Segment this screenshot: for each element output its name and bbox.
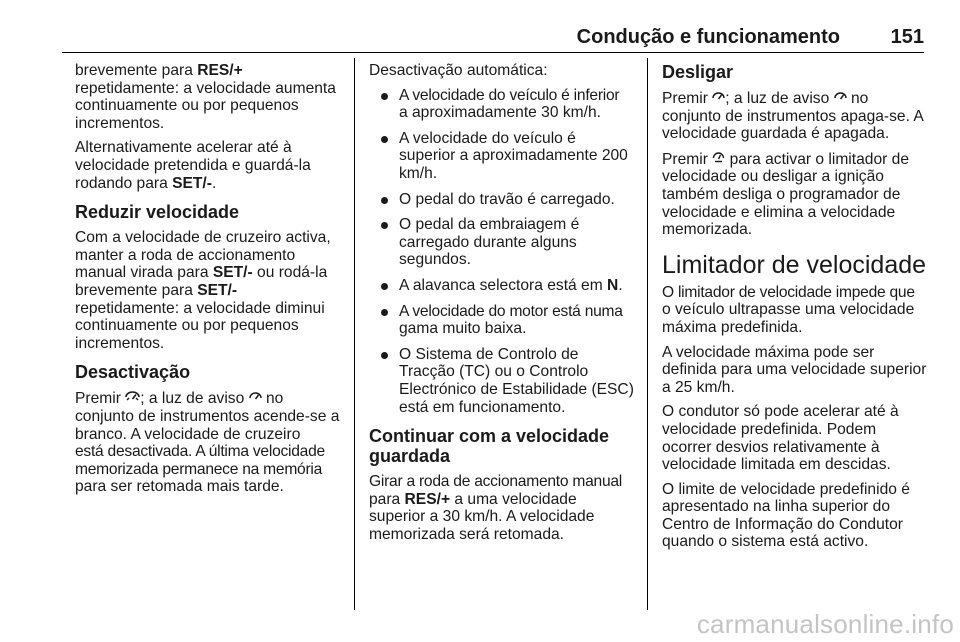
control-label: RES/+ [197, 62, 243, 79]
text: ; a luz de aviso [140, 390, 249, 408]
page-number: 151 [890, 26, 924, 48]
text: A velocidade do veículo é inferior [399, 86, 620, 104]
control-label: SET/- [212, 264, 253, 282]
control-label: N [607, 276, 619, 294]
text: está desactivada. A última velocidade [75, 443, 325, 461]
paragraph [662, 284, 928, 337]
paragraph [75, 62, 341, 132]
paragraph [75, 139, 341, 192]
text: . [211, 174, 217, 192]
watermark-text: carmanualsonline.info [696, 609, 954, 639]
text: memorizada permanece na memória [75, 460, 323, 478]
heading-reduzir-velocidade: Reduzir velocidade [75, 202, 240, 223]
section-title: Condução e funcionamento [576, 26, 840, 48]
control-label: SET/- [197, 281, 238, 299]
text: ou rodá-la brevemente para [75, 264, 328, 299]
text: Premir [662, 150, 713, 168]
list-item [369, 277, 635, 295]
heading-desactivacao: Desactivação [75, 362, 191, 383]
heading-desligar: Desligar [662, 62, 734, 82]
control-label: RES/+ [404, 490, 451, 508]
list-item: A velocidade do veículo é superior a aproximadamente 200 km/h. [369, 130, 635, 183]
text: para ser retomada mais tarde. [75, 478, 284, 496]
column-divider [647, 58, 648, 610]
text: O limitador de velocidade impede que [662, 283, 915, 301]
list-item: O Sistema de Controlo de Tracção (TC) ou o Controlo Electrónico de Estabilidade (ESC) está em funcionamento. [369, 346, 635, 416]
paragraph [662, 89, 928, 143]
text: A alavanca selectora está em [399, 276, 608, 294]
text: Premir [662, 90, 713, 107]
text: gama muito baixa. [399, 320, 527, 338]
list-item [369, 303, 635, 338]
text: Alternativamente acelerar até à velocidade pretendida e guardá-la rodando para [75, 139, 311, 192]
heading-continuar: Continuar com a velocidade guardada [369, 426, 610, 467]
list-item: O pedal do travão é carregado. [369, 191, 635, 209]
paragraph [75, 229, 341, 352]
text: A velocidade do motor está numa [399, 302, 623, 320]
column-divider [354, 58, 355, 610]
text: a aproximadamente 30 km/h. [399, 104, 601, 122]
control-label: SET/- [172, 174, 212, 192]
text: o veículo ultrapasse uma velocidade máxima predefinida. [662, 301, 915, 336]
paragraph: Desactivação automática: [369, 62, 548, 79]
page-header [62, 26, 924, 53]
paragraph [662, 150, 928, 239]
paragraph: O limite de velocidade predefinido é apresentado na linha superior do Centro de Informação do Condutor quando o sistema está activo. [662, 480, 910, 551]
column-middle [369, 62, 635, 550]
paragraph: O condutor só pode acelerar até à velocidade predefinida. Podem ocorrer desvios relativamente à velocidade limitada em descidas. [662, 403, 899, 474]
list-item [369, 87, 635, 122]
cruise-control-button-icon [125, 389, 140, 407]
text: a uma velocidade superior a 30 km/h. A velocidade memorizada será retomada. [369, 490, 595, 543]
paragraph [369, 473, 635, 543]
text: no conjunto de instrumentos acende-se a branco. A velocidade de cruzeiro [75, 390, 340, 443]
column-left [75, 62, 341, 503]
text: ; a luz de aviso [725, 90, 834, 107]
text: Com a velocidade de cruzeiro activa, manter a roda de accionamento manual virada para [75, 229, 331, 282]
cruise-control-lamp-icon [834, 89, 847, 107]
paragraph [75, 389, 341, 496]
paragraph: A velocidade máxima pode ser definida para uma velocidade superior a 25 km/h. [662, 343, 927, 396]
text: brevemente para [75, 62, 198, 79]
text: para [369, 490, 405, 508]
cruise-control-lamp-icon [249, 389, 262, 407]
text: . [618, 276, 623, 294]
text: para activar o limitador de velocidade ou desligar a ignição também desliga o programador de velocidade e elimina a velocidade memorizada. [662, 150, 909, 239]
bullet-list [369, 87, 635, 417]
text: repetidamente: a velocidade aumenta continuamente ou por pequenos incrementos. [75, 79, 336, 132]
heading-limitador-velocidade: Limitador de velocidade [662, 250, 927, 279]
list-item: O pedal da embraiagem é carregado durante alguns segundos. [369, 216, 635, 269]
text: Girar a roda de accionamento manual [369, 473, 623, 491]
cruise-control-lamp-icon [712, 89, 725, 107]
column-right [662, 62, 928, 558]
text: no conjunto de instrumentos apaga-se. A velocidade guardada é apagada. [662, 90, 923, 143]
text: Premir [75, 390, 126, 408]
speed-limiter-button-icon [712, 150, 725, 168]
text: repetidamente: a velocidade diminui continuamente ou por pequenos incrementos. [75, 299, 325, 352]
